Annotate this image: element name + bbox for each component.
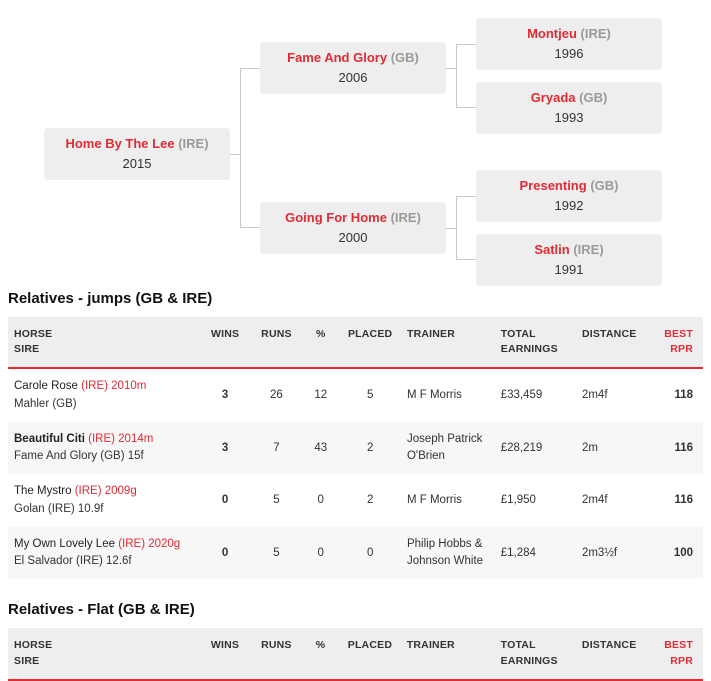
cell-wins: 0	[199, 527, 250, 580]
horse-meta: (IRE) 2010m	[81, 380, 147, 393]
flat-col-distance[interactable]: DISTANCE	[576, 628, 653, 679]
cell-runs: 5	[273, 494, 280, 507]
pedigree-node-dam-year: 2000	[338, 229, 368, 245]
cell-horse-sire[interactable]	[8, 368, 199, 422]
cell-distance: 2m	[576, 422, 653, 475]
flat-table-head	[8, 628, 703, 679]
jumps-section-heading: Relatives - jumps (GB & IRE)	[8, 290, 213, 307]
flat-col-best-rpr-label2: RPR	[670, 654, 693, 667]
cell-earnings: £1,284	[495, 527, 576, 580]
flat-section-heading: Relatives - Flat (GB & IRE)	[8, 601, 195, 619]
cell-trainer: M F Morris	[406, 494, 462, 507]
cell-pct: 0	[317, 494, 324, 507]
pedigree-node-sire-name	[270, 50, 436, 66]
pedigree-node-dam-dam[interactable]	[476, 234, 662, 286]
pedigree-stem-subject	[230, 154, 240, 155]
horse-name: The Mystro	[14, 485, 75, 498]
pedigree-node-dam-dam-country: (IRE)	[573, 242, 604, 258]
flat-table-wrap	[0, 628, 711, 680]
flat-col-best-rpr[interactable]	[653, 628, 703, 679]
flat-col-wins[interactable]: WINS	[199, 628, 250, 679]
flat-col-pct[interactable]: %	[302, 628, 339, 679]
horse-name: Beautiful Citi	[14, 432, 89, 445]
jumps-col-horse[interactable]	[8, 317, 199, 368]
cell-runs: 5	[251, 527, 302, 580]
horse-meta: (IRE) 2020g	[118, 537, 181, 550]
table-row[interactable]	[8, 474, 703, 527]
horse-name-line[interactable]	[14, 536, 193, 553]
pedigree-node-subject-name	[54, 136, 220, 152]
jumps-col-earnings-label2: EARNINGS	[500, 343, 558, 356]
cell-wins: 3	[221, 389, 229, 402]
pedigree-node-sire-dam-country: (GB)	[579, 90, 608, 106]
cell-wins: 0	[221, 494, 229, 507]
flat-header-row	[8, 628, 703, 679]
pedigree-node-subject[interactable]	[44, 128, 230, 180]
horse-name-line[interactable]	[14, 431, 193, 448]
pedigree-node-sire-country: (GB)	[390, 50, 419, 66]
cell-horse-sire[interactable]	[8, 422, 199, 475]
table-row[interactable]	[8, 422, 703, 475]
cell-distance: 2m4f	[581, 494, 608, 507]
pedigree-chart	[0, 0, 711, 290]
cell-pct: 0	[302, 527, 339, 580]
pedigree-node-dam-horse: Going For Home	[285, 210, 387, 226]
pedigree-node-subject-country: (IRE)	[178, 136, 209, 152]
pedigree-node-sire[interactable]	[260, 42, 446, 94]
pedigree-node-sire-sire-year: 1996	[554, 45, 584, 61]
cell-best-rpr: 100	[653, 527, 703, 580]
cell-wins: 3	[199, 422, 250, 475]
cell-placed: 2	[339, 422, 401, 475]
pedigree-stem-dam	[446, 228, 456, 229]
flat-col-horse-label: HORSE	[14, 639, 53, 652]
pedigree-node-dam-sire-horse: Presenting	[519, 178, 587, 194]
horse-name-line[interactable]	[14, 378, 193, 395]
flat-col-best-rpr-label1: BEST	[664, 639, 693, 652]
jumps-table-wrap	[0, 317, 711, 579]
flat-col-sire-label: SIRE	[14, 654, 40, 667]
cell-trainer: Philip Hobbs & Johnson White	[401, 527, 495, 580]
pedigree-node-sire-year: 2006	[338, 69, 368, 85]
sire-name[interactable]: Fame And Glory (GB) 15f	[14, 450, 144, 463]
cell-distance: 2m3½f	[576, 527, 653, 580]
jumps-col-best-rpr[interactable]	[653, 317, 703, 368]
pedigree-node-dam-name	[270, 210, 436, 226]
jumps-table-head	[8, 317, 703, 368]
cell-placed: 0	[339, 527, 401, 580]
sire-name[interactable]: El Salvador (IRE) 12.6f	[14, 555, 132, 568]
flat-col-runs[interactable]: RUNS	[251, 628, 302, 679]
pedigree-node-dam-dam-name	[486, 242, 652, 258]
pedigree-node-subject-year: 2015	[122, 155, 152, 171]
jumps-col-earnings[interactable]	[495, 317, 576, 368]
flat-col-earnings-label1: TOTAL	[500, 639, 536, 652]
sire-name[interactable]: Golan (IRE) 10.9f	[14, 502, 104, 515]
jumps-table-body	[8, 368, 703, 579]
pedigree-node-dam[interactable]	[260, 202, 446, 254]
cell-best-rpr: 116	[653, 422, 703, 475]
jumps-col-sire-label: SIRE	[14, 343, 40, 356]
jumps-col-pct[interactable]: %	[302, 317, 339, 368]
pedigree-node-dam-sire-name	[486, 178, 652, 194]
horse-name-line[interactable]	[14, 483, 193, 500]
cell-horse-sire[interactable]	[8, 474, 199, 527]
relatives-jumps-table	[8, 317, 703, 579]
pedigree-node-sire-dam-year: 1993	[554, 109, 584, 125]
pedigree-node-sire-dam[interactable]	[476, 82, 662, 134]
cell-earnings: £33,459	[500, 389, 543, 402]
cell-runs: 26	[270, 389, 283, 402]
cell-placed: 5	[366, 389, 374, 402]
pedigree-node-sire-sire-country: (IRE)	[580, 26, 611, 42]
jumps-col-best-rpr-label2: RPR	[670, 343, 693, 356]
cell-runs: 7	[251, 422, 302, 475]
jumps-col-horse-label: HORSE	[14, 328, 53, 340]
cell-trainer: Joseph Patrick O'Brien	[401, 422, 495, 475]
horse-name: My Own Lovely Lee	[14, 537, 119, 550]
table-row[interactable]	[8, 368, 703, 422]
cell-best-rpr: 118	[674, 389, 693, 402]
pedigree-node-sire-dam-name	[486, 90, 652, 106]
flat-col-horse[interactable]	[8, 628, 199, 679]
cell-pct: 12	[314, 389, 328, 402]
jumps-col-wins[interactable]: WINS	[199, 317, 250, 368]
horse-meta: (IRE) 2014m	[88, 432, 154, 445]
pedigree-node-dam-dam-horse: Satlin	[534, 242, 570, 258]
pedigree-node-sire-sire-horse: Montjeu	[527, 26, 577, 42]
flat-col-earnings[interactable]	[495, 628, 576, 679]
flat-col-placed[interactable]: PLACED	[339, 628, 401, 679]
jumps-col-runs[interactable]: RUNS	[251, 317, 302, 368]
cell-trainer: M F Morris	[406, 389, 462, 402]
pedigree-node-dam-dam-year: 1991	[554, 261, 584, 277]
pedigree-node-subject-horse: Home By The Lee	[65, 136, 175, 152]
cell-earnings: £28,219	[495, 422, 576, 475]
jumps-header-row	[8, 317, 703, 368]
jumps-col-placed[interactable]: PLACED	[339, 317, 401, 368]
horse-meta: (IRE) 2009g	[74, 485, 137, 498]
pedigree-brace-sire	[456, 44, 476, 108]
pedigree-stem-sire	[446, 68, 456, 69]
pedigree-brace-generation-1	[240, 68, 260, 228]
horse-name: Carole Rose	[14, 380, 82, 393]
cell-placed: 2	[366, 494, 374, 507]
jumps-col-distance[interactable]: DISTANCE	[576, 317, 653, 368]
jumps-col-best-rpr-label1: BEST	[664, 328, 693, 340]
cell-distance: 2m4f	[581, 389, 608, 402]
pedigree-node-dam-country: (IRE)	[390, 210, 421, 226]
jumps-col-earnings-label1: TOTAL	[500, 328, 536, 340]
cell-best-rpr: 116	[674, 494, 693, 507]
pedigree-brace-dam	[456, 196, 476, 260]
pedigree-node-dam-sire-country: (GB)	[590, 178, 619, 194]
cell-pct: 43	[302, 422, 339, 475]
jumps-col-trainer[interactable]: TRAINER	[401, 317, 495, 368]
pedigree-node-dam-sire[interactable]	[476, 170, 662, 222]
pedigree-node-sire-horse: Fame And Glory	[287, 50, 388, 66]
relatives-flat-table	[8, 628, 703, 680]
pedigree-node-sire-sire[interactable]	[476, 18, 662, 70]
pedigree-node-sire-dam-horse: Gryada	[530, 90, 576, 106]
sire-name[interactable]: Mahler (GB)	[14, 397, 77, 410]
cell-earnings: £1,950	[500, 494, 536, 507]
flat-col-earnings-label2: EARNINGS	[500, 654, 558, 667]
flat-col-trainer[interactable]: TRAINER	[401, 628, 495, 679]
table-row[interactable]	[8, 527, 703, 580]
pedigree-node-dam-sire-year: 1992	[554, 197, 584, 213]
pedigree-node-sire-sire-name	[486, 26, 652, 42]
cell-horse-sire[interactable]	[8, 527, 199, 580]
